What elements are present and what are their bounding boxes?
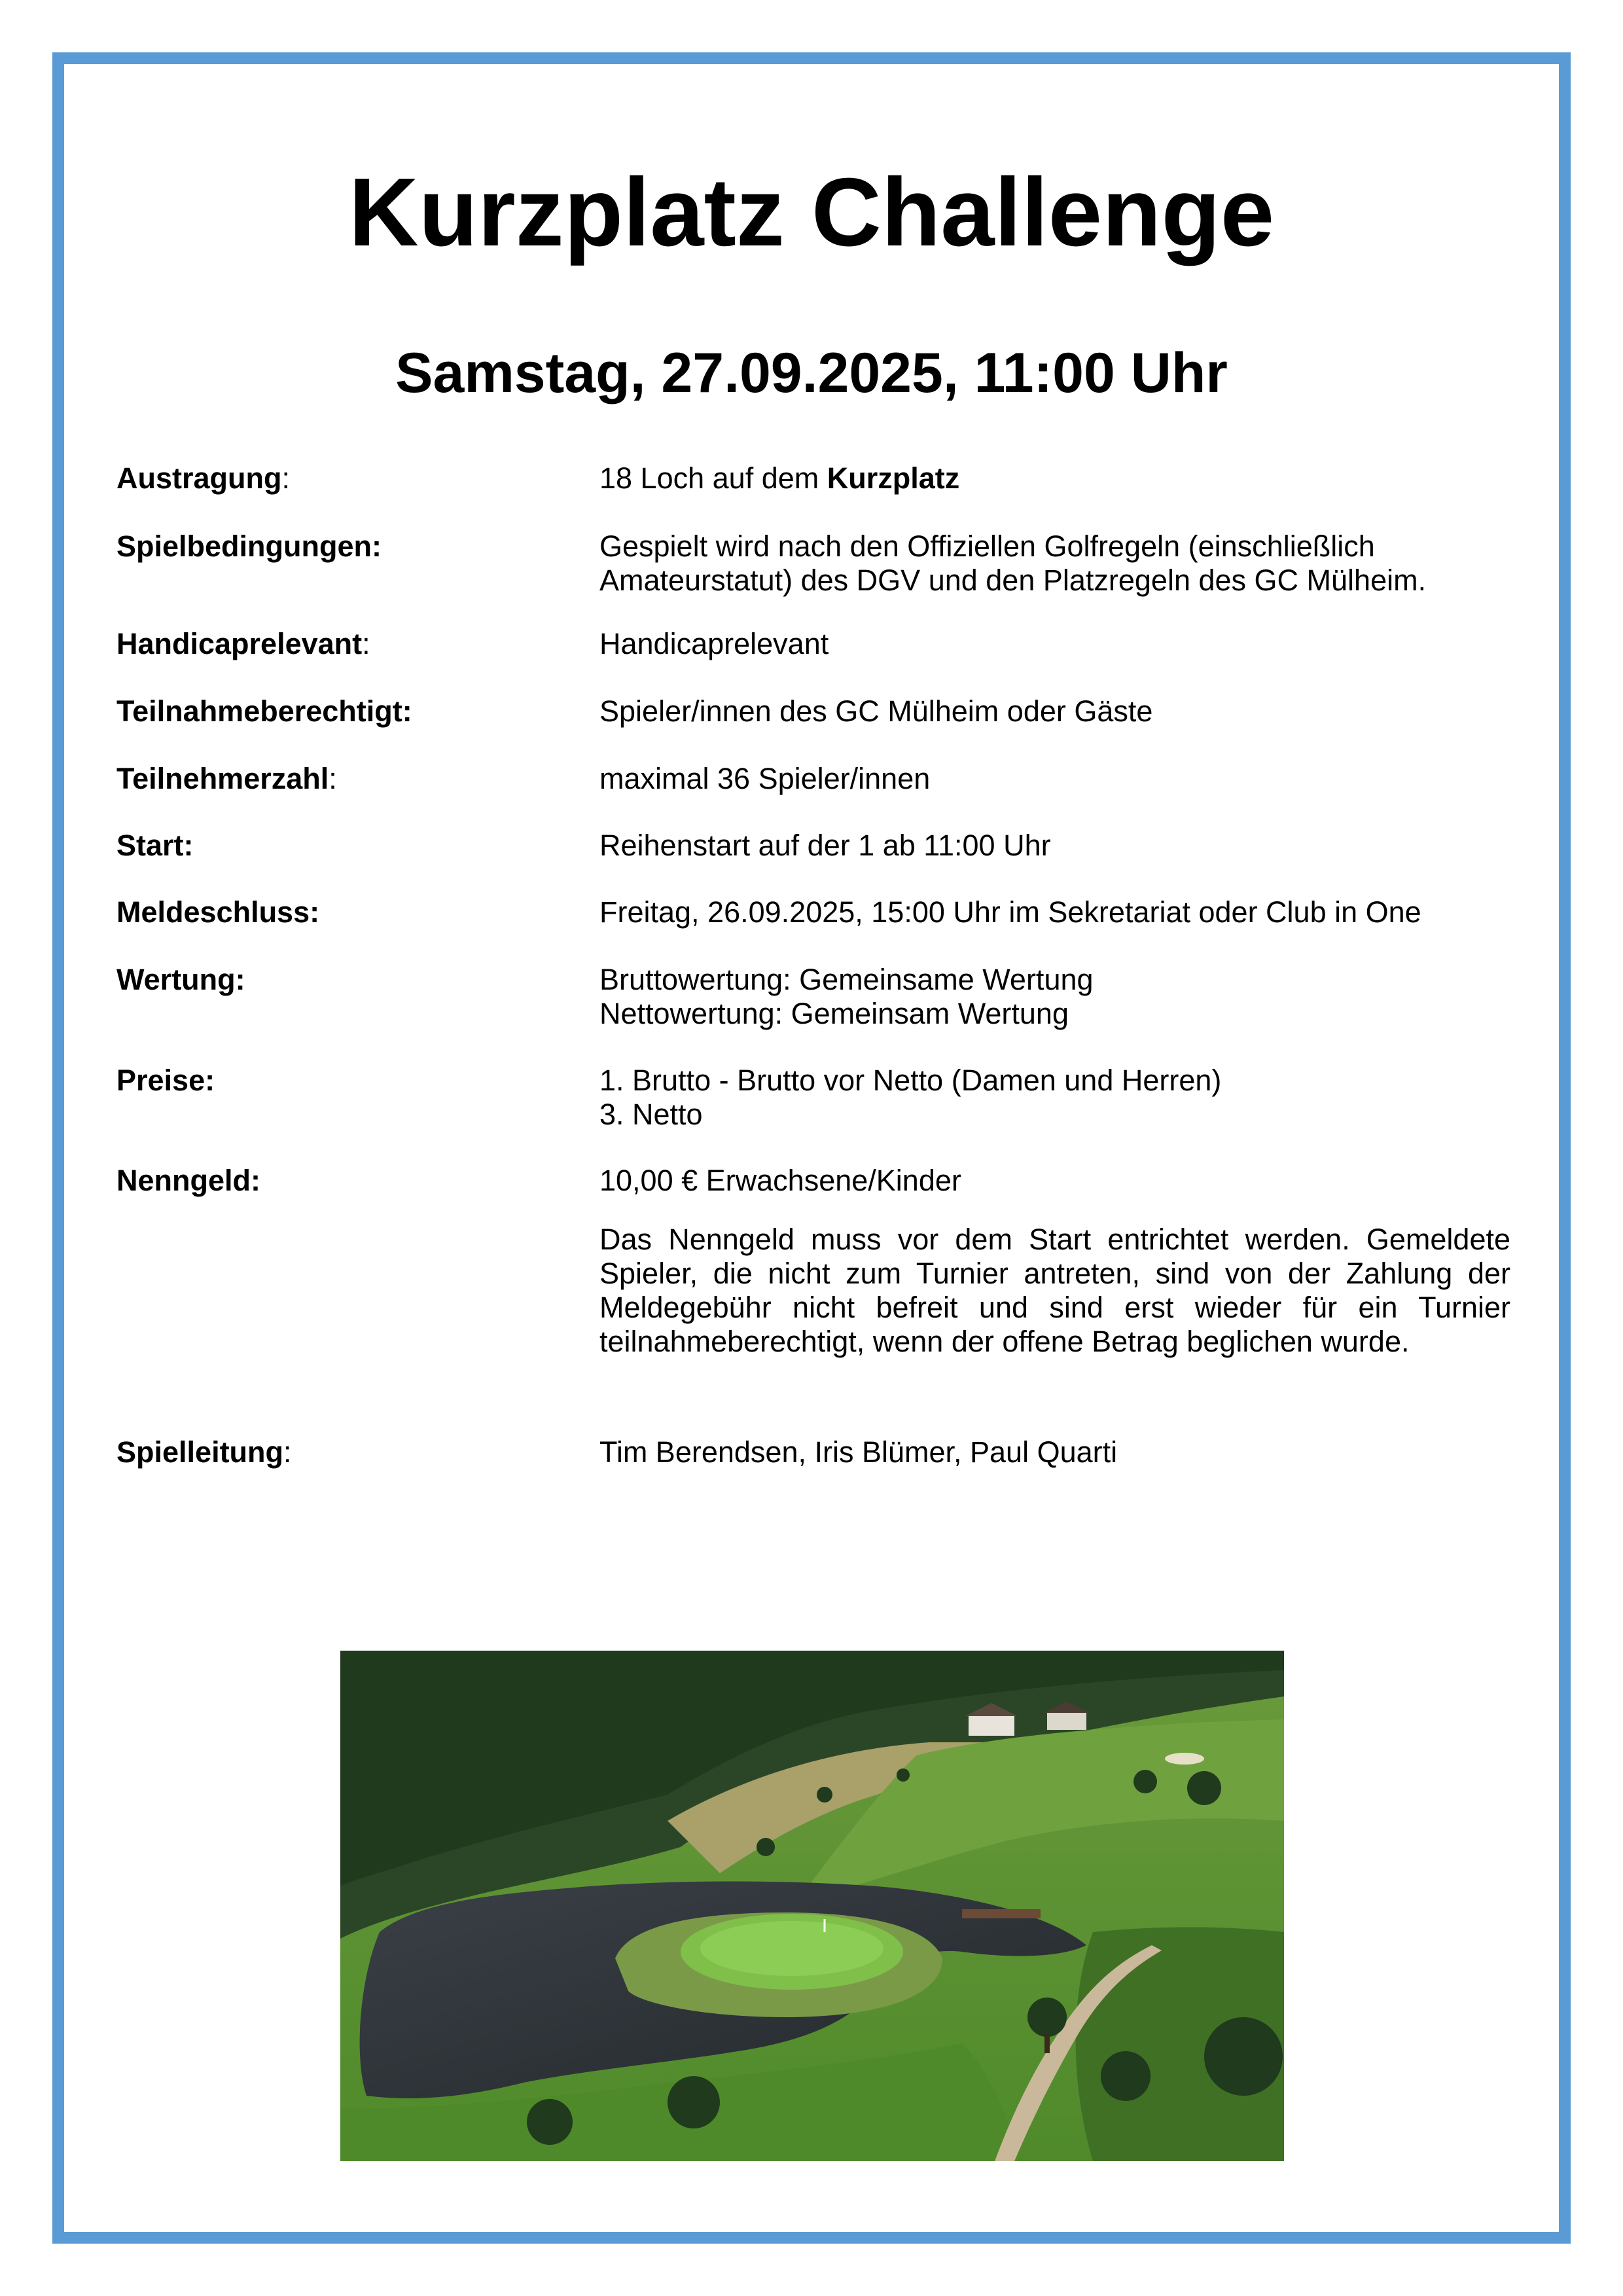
golf-course-photo [340,1651,1284,2161]
label-nenngeld: Nenngeld: [116,1164,260,1197]
row-spielbedingungen [116,529,1510,598]
event-date: Samstag, 27.09.2025, 11:00 Uhr [395,342,1228,404]
value-handicap: Handicaprelevant [599,627,829,660]
value-spielbedingungen: Gespielt wird nach den Offiziellen Golfregeln (einschließlich Amateurstatut) des DGV und den Platzregeln des GC Mülheim. [599,529,1427,597]
row-nenngeld [116,1164,1510,1367]
label-start: Start: [116,829,194,862]
label-teilnehmerzahl: Teilnehmerzahl: [116,762,337,795]
row-handicap [116,627,1510,661]
value-teilnahme: Spieler/innen des GC Mülheim oder Gäste [599,694,1153,728]
value-preise: 1. Brutto - Brutto vor Netto (Damen und Herren) 3. Netto [599,1064,1222,1131]
row-austragung [116,461,1510,495]
value-nenngeld [599,1164,1510,1359]
value-start: Reihenstart auf der 1 ab 11:00 Uhr [599,829,1051,862]
document-title: Kurzplatz Challenge [348,158,1275,266]
label-preise: Preise: [116,1064,215,1097]
row-preise [116,1064,1510,1132]
row-spielleitung [116,1435,1510,1469]
value-teilnehmerzahl: maximal 36 Spieler/innen [599,762,931,795]
label-austragung: Austragung: [116,461,291,495]
value-austragung: 18 Loch auf dem Kurzplatz [599,461,960,495]
label-meldeschluss: Meldeschluss: [116,895,320,929]
row-teilnahme [116,694,1510,728]
label-teilnahme: Teilnahmeberechtigt: [116,694,412,728]
value-wertung: Bruttowertung: Gemeinsame Wertung Nettowertung: Gemeinsam Wertung [599,963,1094,1030]
label-handicap: Handicaprelevant: [116,627,370,660]
nenngeld-amount: 10,00 € Erwachsene/Kinder [599,1164,961,1197]
value-meldeschluss: Freitag, 26.09.2025, 15:00 Uhr im Sekretariat oder Club in One [599,895,1421,929]
label-spielbedingungen: Spielbedingungen: [116,529,382,563]
row-start [116,829,1510,863]
value-spielleitung: Tim Berendsen, Iris Blümer, Paul Quarti [599,1435,1118,1469]
row-teilnehmerzahl [116,762,1510,796]
row-meldeschluss [116,895,1510,929]
row-wertung [116,963,1510,1031]
info-table [116,461,1510,1469]
label-wertung: Wertung: [116,963,245,996]
nenngeld-note: Das Nenngeld muss vor dem Start entrichtet werden. Gemeldete Spieler, die nicht zum Turnier antreten, sind von der Zahlung der Meldegebühr nicht befreit und sind erst wieder für ein Turnier teilnahmeberechtigt, wenn der offene Betrag beglichen wurde. [599,1223,1510,1358]
label-spielleitung: Spielleitung: [116,1435,292,1469]
